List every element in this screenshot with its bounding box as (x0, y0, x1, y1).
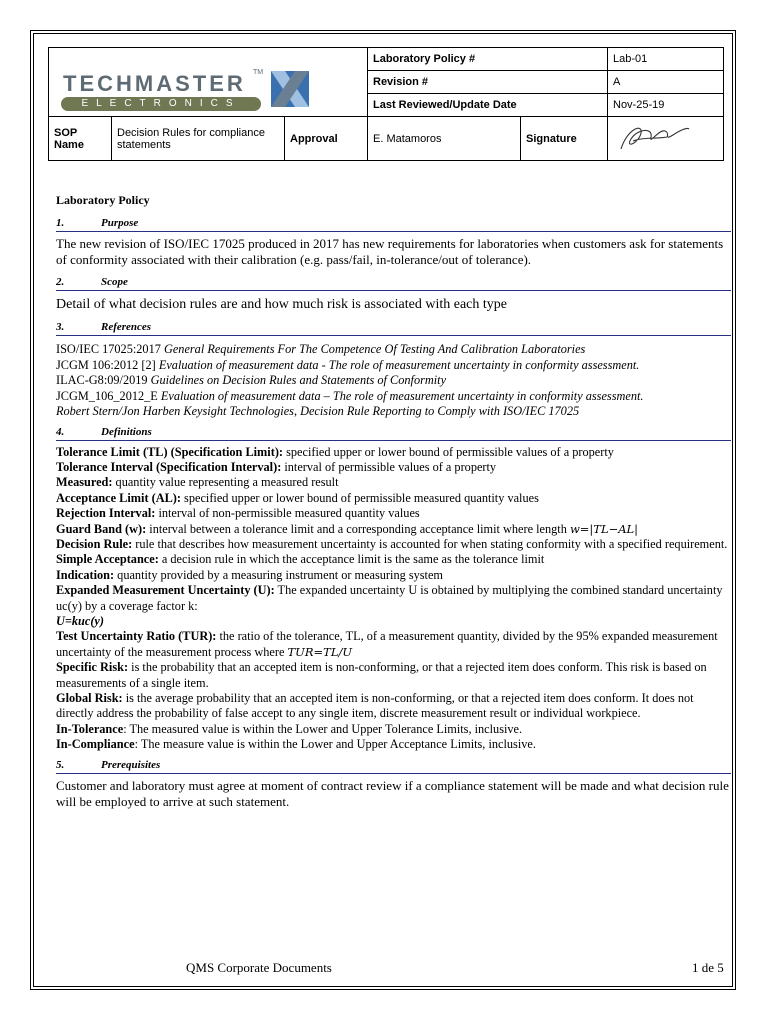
section-heading-references: 3. References (56, 321, 731, 336)
definition-item: Guard Band (w): interval between a tolerance limit and a corresponding acceptance limit where length w=|TL−AL| (56, 521, 639, 536)
sop-value-cell: Decision Rules for compliance statements (112, 117, 285, 161)
definition-item: Indication: quantity provided by a measuring instrument or measuring system (56, 567, 443, 582)
policy-value-cell: Lab-01 (608, 48, 724, 71)
x-logo-icon (267, 69, 313, 109)
section-heading-definitions: 4. Definitions (56, 426, 731, 441)
definition-item: Global Risk: is the average probability that an accepted item is non-conforming, or that a rejected item does conform. It does not directly address the probability of false accept to any single item, discrete measurement result or individual workpiece. (56, 691, 694, 721)
definition-item: Specific Risk: is the probability that an accepted item is non-conforming, or that a rejected item does conform. This risk is based on measurements of a single item. (56, 660, 707, 690)
techmaster-logo (49, 51, 365, 113)
review-value-cell: Nov-25-19 (608, 94, 724, 117)
section-heading-purpose: 1. Purpose (56, 217, 731, 232)
reference-item: JCGM_106_2012_E Evaluation of measurement data – The role of measurement uncertainty in conformity assessment. (56, 388, 644, 403)
definition-item: Test Uncertainty Ratio (TUR): the ratio of the tolerance, TL, of a measurement quantity, divided by the 95% expanded measurement uncertainty of the measurement process where TUR=TL/U (56, 629, 718, 659)
logo-cell (49, 48, 368, 117)
definition-item: Decision Rule: rule that describes how measurement uncertainty is accounted for when stating conformity with a specified requirement. (56, 536, 728, 551)
logo-trademark: TM (253, 69, 264, 76)
revision-value-cell: A (608, 71, 724, 94)
reference-item: Robert Stern/Jon Harben Keysight Technologies, Decision Rule Reporting to Comply with ISO/IEC 17025 (56, 404, 580, 418)
definition-item: Tolerance Interval (Specification Interval): interval of permissible values of a property (56, 459, 497, 474)
purpose-text: The new revision of ISO/IEC 17025 produced in 2017 has new requirements for laboratories when customers ask for statements of conformity associated with their calibration (e.g. pass/fail, in-tolerance/out of tolerance). (56, 236, 724, 267)
signature-label-cell: Signature (521, 117, 608, 161)
document-body (56, 193, 731, 818)
prerequisites-text: Customer and laboratory must agree at moment of contract review if a compliance statement will be made and what decision rule will be employed to arrive at such statement. (56, 777, 729, 809)
definition-item: Rejection Interval: interval of non-permissible measured quantity values (56, 506, 420, 521)
definition-item: Expanded Measurement Uncertainty (U): The expanded uncertainty U is obtained by multiplying the combined standard uncertainty uc(y) by a coverage factor k: (56, 583, 723, 613)
signature-image (613, 119, 693, 155)
footer-label: QMS Corporate Documents (186, 960, 332, 975)
definition-item: In-Compliance: The measure value is within the Lower and Upper Acceptance Limits, inclusive. (56, 737, 536, 752)
reference-item: JCGM 106:2012 [2] Evaluation of measurement data - The role of measurement uncertainty in conformity assessment. (56, 357, 640, 372)
definitions-list (56, 445, 731, 753)
scope-text: Detail of what decision rules are and how much risk is associated with each type (56, 297, 507, 312)
sop-label-cell: SOP Name (49, 117, 112, 161)
definition-item: Tolerance Limit (TL) (Specification Limit): specified upper or lower bound of permissible values of a property (56, 444, 614, 459)
logo-main-text: TECHMASTER (63, 71, 246, 96)
review-label-cell: Last Reviewed/Update Date (368, 94, 608, 117)
policy-label-cell: Laboratory Policy # (368, 48, 608, 71)
signature-cell (608, 117, 724, 161)
page-number: 1 de 5 (692, 960, 724, 975)
approval-value-cell: E. Matamoros (368, 117, 521, 161)
revision-label-cell: Revision # (368, 71, 608, 94)
document-title: Laboratory Policy (56, 193, 150, 207)
definition-item: Acceptance Limit (AL): specified upper or lower bound of permissible measured quantity values (56, 490, 539, 505)
header-table (48, 47, 724, 161)
definition-item: In-Tolerance: The measured value is within the Lower and Upper Tolerance Limits, inclusive. (56, 721, 523, 736)
approval-label-cell: Approval (285, 117, 368, 161)
reference-item: ILAC-G8:09/2019 Guidelines on Decision Rules and Statements of Conformity (56, 373, 447, 387)
section-heading-prerequisites: 5. Prerequisites (56, 759, 731, 774)
reference-item: ISO/IEC 17025:2017 General Requirements For The Competence Of Testing And Calibration Laboratories (56, 342, 586, 356)
definition-item: Simple Acceptance: a decision rule in which the acceptance limit is the same as the tolerance limit (56, 552, 545, 567)
definition-formula: U=kuc(y) (56, 613, 104, 628)
section-heading-scope: 2. Scope (56, 276, 731, 291)
references-list (56, 342, 731, 420)
definition-item: Measured: quantity value representing a measured result (56, 475, 339, 490)
logo-sub-text: ELECTRONICS (81, 98, 241, 109)
